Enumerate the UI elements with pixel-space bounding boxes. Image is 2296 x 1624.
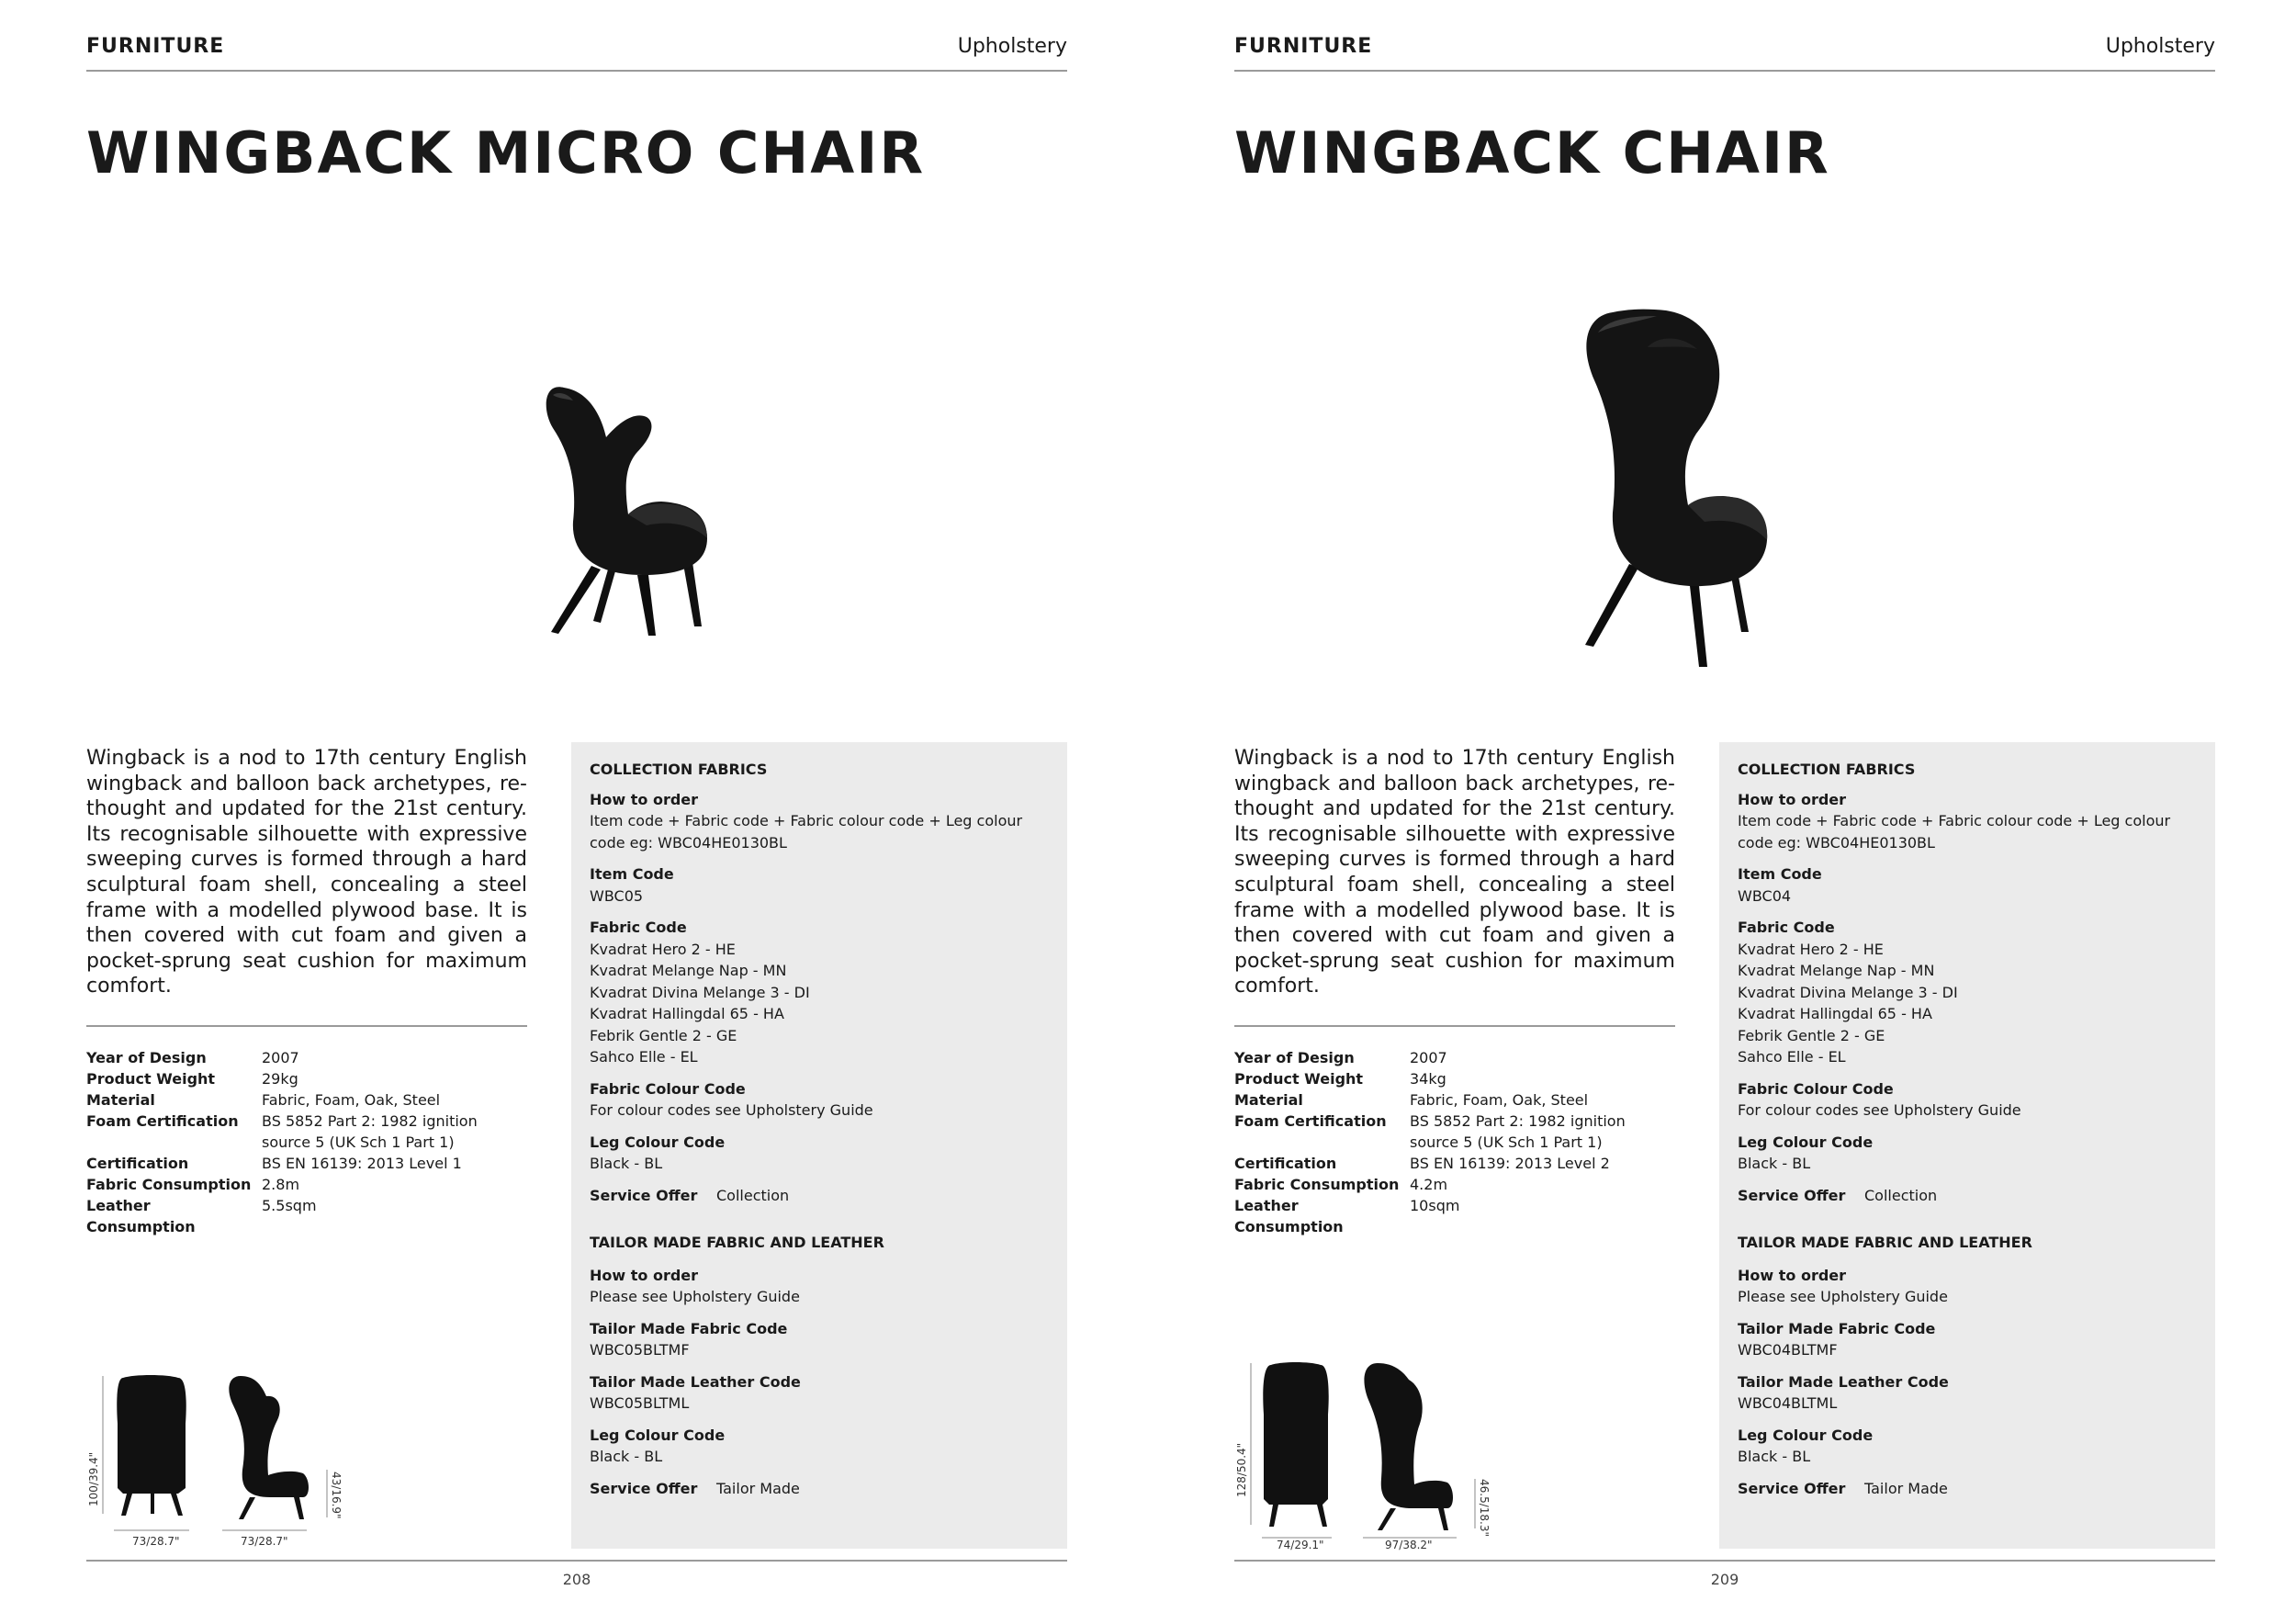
spec-key: Year of Design <box>1234 1049 1355 1066</box>
spec-row <box>86 1111 527 1153</box>
depth-dimension: 73/28.7" <box>241 1535 288 1548</box>
product-title: WINGBACK MICRO CHAIR <box>86 119 926 186</box>
spec-row <box>1234 1111 1675 1153</box>
product-photo <box>454 367 803 652</box>
leg-colour-value: Black - BL <box>590 1155 663 1172</box>
product-photo <box>1510 292 1914 678</box>
height-dimension: 100/39.4" <box>87 1451 100 1506</box>
tm-leather-code-value: WBC05BLTML <box>590 1394 690 1412</box>
tm-service-offer <box>1738 1478 2197 1500</box>
tm-fabric-code-value: WBC04BLTMF <box>1738 1341 1838 1359</box>
spec-row <box>86 1153 527 1174</box>
catalog-page-right <box>1148 0 2296 1624</box>
item-code-value: WBC05 <box>590 886 644 905</box>
spec-key: Material <box>86 1091 155 1109</box>
spec-value: 34kg <box>1410 1070 1446 1088</box>
service-offer-value: Collection <box>716 1186 790 1204</box>
leg-colour-label: Leg Colour Code <box>1738 1133 1874 1151</box>
spec-value: BS EN 16139: 2013 Level 2 <box>1410 1155 1610 1172</box>
fabric-code-item: Febrik Gentle 2 - GE <box>1738 1026 1885 1044</box>
fabric-code <box>590 917 1049 1068</box>
footer-rule <box>86 1560 1067 1562</box>
how-to-order-text: Item code + Fabric code + Fabric colour code + Leg colour code eg: WBC04HE0130BL <box>1738 812 2171 851</box>
page-header <box>86 33 1067 72</box>
item-code-value: WBC04 <box>1738 886 1792 905</box>
spec-value: 10sqm <box>1410 1197 1460 1214</box>
fabric-code-item: Kvadrat Divina Melange 3 - DI <box>590 983 810 1001</box>
tm-how-to-order-text: Please see Upholstery Guide <box>590 1288 800 1305</box>
tm-fabric-code <box>1738 1318 2197 1361</box>
product-description: Wingback is a nod to 17th century English wingback and balloon back archetypes, re-thought and updated for the 21st century. Its recognisable silhouette with expressive sweeping curves is formed through a hard sculptural foam shell, concealing a steel frame with a modelled plywood base. It is then covered with cut foam and given a pocket-sprung seat cushion for maximum comfort. <box>86 747 527 998</box>
spec-row <box>1234 1174 1675 1195</box>
dimension-drawing <box>1234 1350 1519 1551</box>
fabric-code-item: Sahco Elle - EL <box>1738 1048 1846 1066</box>
spec-key: Certification <box>86 1155 189 1172</box>
tailor-made-heading: TAILOR MADE FABRIC AND LEATHER <box>1738 1234 2032 1251</box>
fabric-colour-value: For colour codes see Upholstery Guide <box>1738 1101 2021 1119</box>
footer-rule <box>1234 1560 2215 1562</box>
spec-row <box>86 1047 527 1068</box>
spec-value: BS 5852 Part 2: 1982 ignition source 5 (UK Sch 1 Part 1) <box>262 1112 478 1151</box>
tm-service-offer-label: Service Offer <box>590 1479 698 1497</box>
how-to-order-text: Item code + Fabric code + Fabric colour code + Leg colour code eg: WBC04HE0130BL <box>590 812 1023 851</box>
tailor-made-heading: TAILOR MADE FABRIC AND LEATHER <box>590 1234 884 1251</box>
tm-fabric-code-label: Tailor Made Fabric Code <box>1738 1319 1936 1337</box>
fabric-code-item: Kvadrat Hero 2 - HE <box>1738 940 1884 958</box>
ordering-panel <box>571 742 1067 1549</box>
spec-key: Certification <box>1234 1155 1337 1172</box>
tm-leather-code <box>590 1371 1049 1415</box>
leg-colour-code <box>590 1132 1049 1175</box>
leg-colour-label: Leg Colour Code <box>590 1133 726 1151</box>
seat-height-dimension: 43/16.9" <box>330 1472 343 1519</box>
tm-how-to-order-text: Please see Upholstery Guide <box>1738 1288 1948 1305</box>
spec-value: 5.5sqm <box>262 1197 317 1214</box>
tm-leather-code-label: Tailor Made Leather Code <box>1738 1372 1949 1391</box>
product-description: Wingback is a nod to 17th century English wingback and balloon back archetypes, re-thought and updated for the 21st century. Its recognisable silhouette with expressive sweeping curves is formed through a hard sculptural foam shell, concealing a steel frame with a modelled plywood base. It is then covered with cut foam and given a pocket-sprung seat cushion for maximum comfort. <box>1234 747 1675 998</box>
service-offer <box>1738 1185 2197 1207</box>
fabric-code-item: Kvadrat Hallingdal 65 - HA <box>590 1005 784 1022</box>
spec-row <box>1234 1047 1675 1068</box>
spec-key: Foam Certification <box>1234 1112 1387 1130</box>
spec-key: Product Weight <box>1234 1070 1364 1088</box>
spec-key: Product Weight <box>86 1070 216 1088</box>
how-to-order <box>590 789 1049 854</box>
item-code-label: Item Code <box>1738 865 1822 883</box>
spec-key: Leather Consumption <box>86 1197 196 1235</box>
tm-service-offer <box>590 1478 1049 1500</box>
page-content <box>1234 0 2215 1624</box>
how-to-order-label: How to order <box>1738 790 1847 808</box>
spec-value: Fabric, Foam, Oak, Steel <box>262 1091 441 1109</box>
tm-service-offer-label: Service Offer <box>1738 1479 1846 1497</box>
tm-leather-code <box>1738 1371 2197 1415</box>
fabric-colour-label: Fabric Colour Code <box>590 1079 746 1098</box>
tm-service-offer-value: Tailor Made <box>1864 1479 1948 1497</box>
tm-leg-colour <box>590 1425 1049 1468</box>
spec-row <box>1234 1195 1675 1237</box>
tm-leg-colour-value: Black - BL <box>1738 1448 1811 1465</box>
category-label: Upholstery <box>957 35 1067 58</box>
page-number: 208 <box>562 1571 591 1588</box>
tm-service-offer-value: Tailor Made <box>716 1479 800 1497</box>
section-label: FURNITURE <box>86 35 225 58</box>
fabric-colour-value: For colour codes see Upholstery Guide <box>590 1101 873 1119</box>
fabric-code-item: Febrik Gentle 2 - GE <box>590 1026 737 1044</box>
how-to-order-label: How to order <box>590 790 699 808</box>
spec-key: Leather Consumption <box>1234 1197 1344 1235</box>
leg-colour-value: Black - BL <box>1738 1155 1811 1172</box>
tm-fabric-code <box>590 1318 1049 1361</box>
seat-height-dimension: 46.5/18.3" <box>1478 1479 1491 1537</box>
spec-row <box>1234 1068 1675 1089</box>
spec-value: 2.8m <box>262 1176 300 1193</box>
spec-value: BS 5852 Part 2: 1982 ignition source 5 (UK Sch 1 Part 1) <box>1410 1112 1626 1151</box>
tm-leg-colour-label: Leg Colour Code <box>590 1426 726 1444</box>
tm-fabric-code-label: Tailor Made Fabric Code <box>590 1319 788 1337</box>
how-to-order <box>1738 789 2197 854</box>
item-code-label: Item Code <box>590 865 674 883</box>
fabric-code-item: Kvadrat Divina Melange 3 - DI <box>1738 983 1958 1001</box>
tm-leg-colour-value: Black - BL <box>590 1448 663 1465</box>
spec-row <box>1234 1153 1675 1174</box>
tm-how-to-order-label: How to order <box>590 1266 699 1284</box>
item-code <box>1738 863 2197 907</box>
fabric-colour-label: Fabric Colour Code <box>1738 1079 1894 1098</box>
spec-row <box>1234 1089 1675 1111</box>
fabric-code-item: Kvadrat Hero 2 - HE <box>590 940 736 958</box>
page-header <box>1234 33 2215 72</box>
collection-fabrics-heading: COLLECTION FABRICS <box>590 761 768 778</box>
page-number: 209 <box>1710 1571 1739 1588</box>
fabric-colour-code <box>590 1078 1049 1122</box>
spec-key: Foam Certification <box>86 1112 239 1130</box>
spec-value: Fabric, Foam, Oak, Steel <box>1410 1091 1589 1109</box>
fabric-code-item: Kvadrat Melange Nap - MN <box>1738 962 1935 979</box>
spec-key: Fabric Consumption <box>1234 1176 1400 1193</box>
fabric-code-item: Kvadrat Melange Nap - MN <box>590 962 787 979</box>
service-offer-label: Service Offer <box>1738 1186 1846 1204</box>
spec-value: 29kg <box>262 1070 298 1088</box>
page-content <box>86 0 1067 1624</box>
tm-leather-code-value: WBC04BLTML <box>1738 1394 1838 1412</box>
service-offer-value: Collection <box>1864 1186 1938 1204</box>
dimension-drawing <box>86 1350 371 1551</box>
fabric-colour-code <box>1738 1078 2197 1122</box>
width-dimension: 73/28.7" <box>132 1535 180 1548</box>
spec-table <box>86 1025 527 1237</box>
depth-dimension: 97/38.2" <box>1385 1539 1433 1551</box>
tm-leg-colour-label: Leg Colour Code <box>1738 1426 1874 1444</box>
category-label: Upholstery <box>2105 35 2215 58</box>
tm-leather-code-label: Tailor Made Leather Code <box>590 1372 801 1391</box>
height-dimension: 128/50.4" <box>1235 1442 1248 1497</box>
tm-how-to-order-label: How to order <box>1738 1266 1847 1284</box>
spec-value: BS EN 16139: 2013 Level 1 <box>262 1155 462 1172</box>
item-code <box>590 863 1049 907</box>
spec-key: Fabric Consumption <box>86 1176 252 1193</box>
fabric-code-item: Sahco Elle - EL <box>590 1048 698 1066</box>
service-offer <box>590 1185 1049 1207</box>
section-label: FURNITURE <box>1234 35 1373 58</box>
tm-how-to-order <box>1738 1265 2197 1308</box>
spec-row <box>86 1089 527 1111</box>
fabric-code-label: Fabric Code <box>590 919 687 936</box>
spec-key: Material <box>1234 1091 1303 1109</box>
tm-leg-colour <box>1738 1425 2197 1468</box>
spec-value: 2007 <box>1410 1049 1447 1066</box>
collection-fabrics-heading: COLLECTION FABRICS <box>1738 761 1916 778</box>
product-title: WINGBACK CHAIR <box>1234 119 1830 186</box>
tm-fabric-code-value: WBC05BLTMF <box>590 1341 690 1359</box>
width-dimension: 74/29.1" <box>1277 1539 1324 1551</box>
ordering-panel <box>1719 742 2215 1549</box>
spec-row <box>86 1195 527 1237</box>
tm-how-to-order <box>590 1265 1049 1308</box>
spec-table <box>1234 1025 1675 1237</box>
fabric-code-item: Kvadrat Hallingdal 65 - HA <box>1738 1005 1932 1022</box>
spec-value: 4.2m <box>1410 1176 1448 1193</box>
spec-row <box>86 1068 527 1089</box>
fabric-code-label: Fabric Code <box>1738 919 1835 936</box>
leg-colour-code <box>1738 1132 2197 1175</box>
spec-row <box>86 1174 527 1195</box>
fabric-code <box>1738 917 2197 1068</box>
spec-value: 2007 <box>262 1049 299 1066</box>
service-offer-label: Service Offer <box>590 1186 698 1204</box>
spec-key: Year of Design <box>86 1049 207 1066</box>
